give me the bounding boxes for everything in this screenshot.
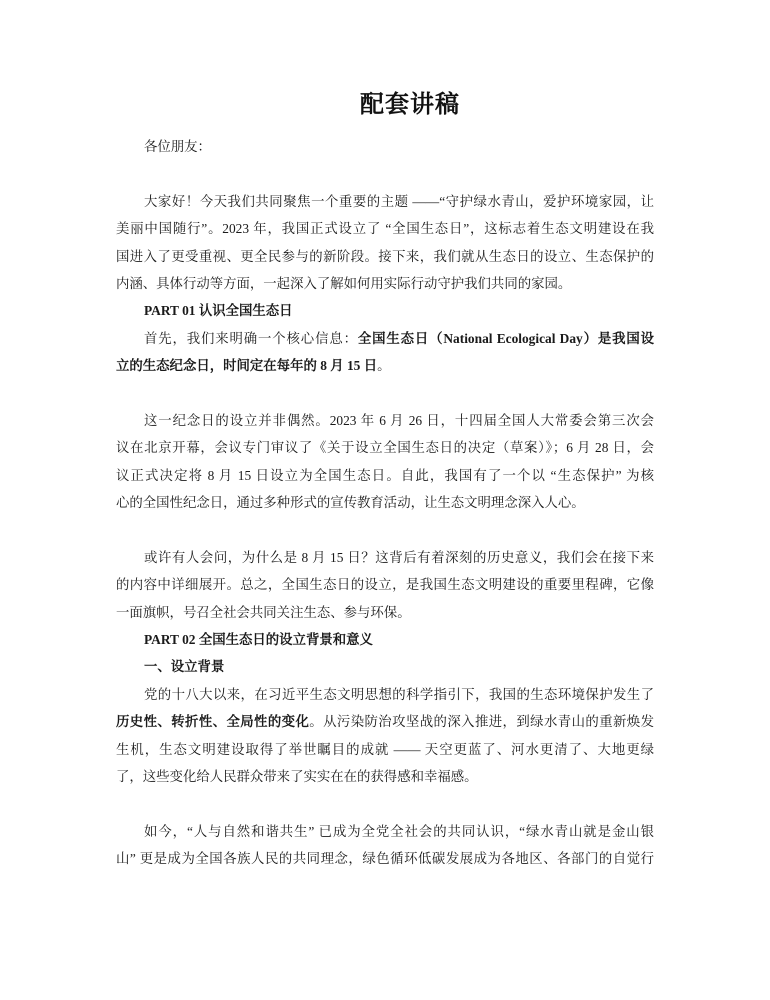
paragraph-line	[116, 325, 654, 352]
paragraph-text: 首先，我们来明确一个核心信息：	[144, 330, 358, 346]
document-title: 配套讲稿	[360, 92, 460, 118]
paragraph-line: 的内容中详细展开。总之，全国生态日的设立，是我国生态文明建设的重要里程碑，它像	[116, 577, 654, 593]
paragraph-text: 。从污染防治攻坚战的深入推进，到绿水青山的重新焕发	[309, 714, 654, 730]
section-heading-part-02: PART 02 全国生态日的设立背景和意义	[144, 632, 373, 648]
section-heading-part-01: PART 01 认识全国生态日	[144, 303, 293, 319]
blank-line	[116, 380, 654, 407]
definition-paragraph	[116, 325, 654, 380]
salutation: 各位朋友：	[144, 139, 211, 154]
subsection-heading: 一、设立背景	[144, 659, 225, 675]
blank-line	[116, 516, 654, 543]
paragraph-line: 这一纪念日的设立并非偶然。2023 年 6 月 26 日，十四届全国人大常委会第三次会	[144, 412, 654, 428]
history-paragraph	[116, 407, 654, 517]
document-body	[116, 133, 654, 873]
intro-paragraph	[116, 188, 654, 298]
paragraph-text: 。	[377, 358, 391, 374]
paragraph-line: 议正式决定将 8 月 15 日设立为全国生态日。自此，我国有了一个以 “生态保护” 为核	[116, 467, 654, 483]
blank-line	[116, 160, 654, 187]
paragraph-line: 了，这些变化给人民群众带来了实实在在的获得感和幸福感。	[116, 768, 478, 784]
paragraph-line: 美丽中国随行”。2023 年，我国正式设立了 “全国生态日”，这标志着生态文明建设在我	[116, 221, 654, 237]
paragraph-line: 一面旗帜，号召全社会共同关注生态、参与环保。	[116, 604, 411, 620]
emphasis-text: 立的生态纪念日，时间定在每年的 8 月 15 日	[116, 358, 378, 374]
paragraph-line: 山” 更是成为全国各族人民的共同理念，绿色循环低碳发展成为各地区、各部门的自觉行	[116, 851, 654, 867]
paragraph-line: 大家好！今天我们共同聚焦一个重要的主题 ——“守护绿水青山，爱护环境家园，让	[144, 193, 654, 209]
paragraph-line: 生机，生态文明建设取得了举世瞩目的成就 —— 天空更蓝了、河水更清了、大地更绿	[116, 741, 654, 757]
paragraph-line: 议在北京开幕，会议专门审议了《关于设立全国生态日的决定（草案）》；6 月 28 日，会	[116, 440, 654, 456]
blank-line	[116, 790, 654, 817]
paragraph-line: 党的十八大以来，在习近平生态文明思想的科学指引下，我国的生态环境保护发生了	[144, 686, 654, 702]
paragraph-line	[116, 708, 654, 735]
paragraph-line: 心的全国性纪念日，通过多种形式的宣传教育活动，让生态文明理念深入人心。	[116, 495, 585, 511]
consensus-paragraph	[116, 818, 654, 873]
emphasis-text: 全国生态日（National Ecological Day）是我国设	[357, 330, 654, 346]
question-paragraph	[116, 544, 654, 626]
paragraph-line: 或许有人会问，为什么是 8 月 15 日？这背后有着深刻的历史意义，我们会在接下来	[144, 549, 654, 565]
paragraph-line: 国进入了更受重视、更全民参与的新阶段。接下来，我们就从生态日的设立、生态保护的	[116, 248, 654, 264]
paragraph-line	[116, 352, 654, 379]
background-paragraph	[116, 681, 654, 791]
emphasis-text: 历史性、转折性、全局性的变化	[116, 714, 310, 730]
paragraph-line: 内涵、具体行动等方面，一起深入了解如何用实际行动守护我们共同的家园。	[116, 275, 572, 291]
paragraph-line: 如今，“人与自然和谐共生” 已成为全党全社会的共同认识，“绿水青山就是金山银	[144, 823, 654, 839]
